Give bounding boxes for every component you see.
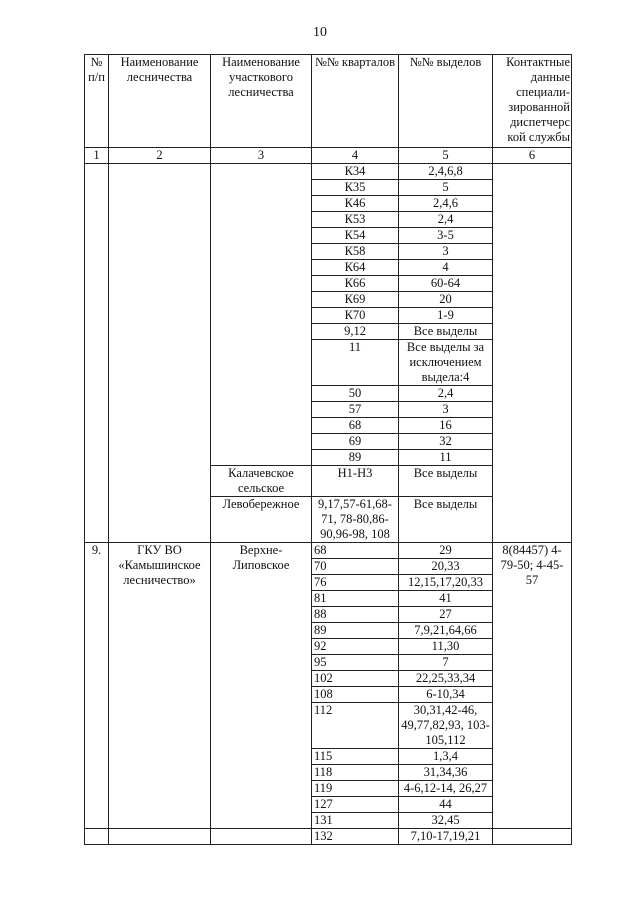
table-row <box>85 164 572 180</box>
quarter-cell: 50 <box>312 386 399 402</box>
quarter-cell: 57 <box>312 402 399 418</box>
district-cell <box>211 829 312 845</box>
col-number: 2 <box>109 148 211 164</box>
quarter-cell: 70 <box>312 559 399 575</box>
forestry-cell <box>109 829 211 845</box>
district-name: Верхне-Липовское <box>211 543 312 829</box>
quarter-cell: К54 <box>312 228 399 244</box>
header-plots: №№ выделов <box>399 55 493 148</box>
header-quarters: №№ кварталов <box>312 55 399 148</box>
plots-cell: 2,4 <box>399 386 493 402</box>
district-cell: Левобережное <box>211 497 312 543</box>
quarter-cell: 112 <box>312 703 399 749</box>
plots-cell: 32,45 <box>399 813 493 829</box>
plots-cell: Все выделы <box>399 324 493 340</box>
plots-cell: 2,4,6,8 <box>399 164 493 180</box>
header-district: Наименование участкового лесничества <box>211 55 312 148</box>
quarter-cell: 89 <box>312 623 399 639</box>
district-cell: Калачевское сельское <box>211 466 312 497</box>
quarter-cell: К58 <box>312 244 399 260</box>
table-row <box>85 829 572 845</box>
plots-cell: 1,3,4 <box>399 749 493 765</box>
col-number: 6 <box>493 148 572 164</box>
plots-cell: 4 <box>399 260 493 276</box>
header-row <box>85 55 572 148</box>
header-contacts: Контактные данные специали-зированной диспетчерс кой службы <box>493 55 572 148</box>
plots-cell: 12,15,17,20,33 <box>399 575 493 591</box>
plots-cell: 2,4,6 <box>399 196 493 212</box>
quarter-cell: 95 <box>312 655 399 671</box>
quarter-cell: К53 <box>312 212 399 228</box>
forestry-table <box>84 54 572 845</box>
plots-cell: 41 <box>399 591 493 607</box>
quarter-cell: 76 <box>312 575 399 591</box>
plots-cell: 5 <box>399 180 493 196</box>
quarter-cell: К69 <box>312 292 399 308</box>
header-forestry: Наименование лесничества <box>109 55 211 148</box>
plots-cell: 7 <box>399 655 493 671</box>
col-number: 4 <box>312 148 399 164</box>
quarter-cell: К66 <box>312 276 399 292</box>
quarter-cell: 9,17,57-61,68-71, 78-80,86-90,96-98, 108 <box>312 497 399 543</box>
quarter-cell: К34 <box>312 164 399 180</box>
quarter-cell: 119 <box>312 781 399 797</box>
column-number-row <box>85 148 572 164</box>
plots-cell: 16 <box>399 418 493 434</box>
quarter-cell: 68 <box>312 543 399 559</box>
plots-cell: 7,10-17,19,21 <box>399 829 493 845</box>
plots-cell: 3 <box>399 402 493 418</box>
entry-number: 9. <box>85 543 109 829</box>
quarter-cell: К35 <box>312 180 399 196</box>
table-row <box>85 543 572 559</box>
plots-cell: 27 <box>399 607 493 623</box>
plots-cell: 6-10,34 <box>399 687 493 703</box>
page-number: 10 <box>313 25 327 40</box>
num-cell <box>85 829 109 845</box>
quarter-cell: 131 <box>312 813 399 829</box>
plots-cell: 2,4 <box>399 212 493 228</box>
plots-cell: 1-9 <box>399 308 493 324</box>
quarter-cell: 118 <box>312 765 399 781</box>
col-number: 1 <box>85 148 109 164</box>
plots-cell: Все выделы <box>399 466 493 497</box>
plots-cell: 20 <box>399 292 493 308</box>
quarter-cell: К64 <box>312 260 399 276</box>
plots-cell: 11,30 <box>399 639 493 655</box>
forestry-cell <box>109 164 211 543</box>
quarter-cell: 9,12 <box>312 324 399 340</box>
quarter-cell: 68 <box>312 418 399 434</box>
plots-cell: 4-6,12-14, 26,27 <box>399 781 493 797</box>
district-cell <box>211 164 312 466</box>
quarter-cell: 115 <box>312 749 399 765</box>
quarter-cell: 69 <box>312 434 399 450</box>
plots-cell: 30,31,42-46, 49,77,82,93, 103-105,112 <box>399 703 493 749</box>
plots-cell: Все выделы <box>399 497 493 543</box>
table-body <box>85 164 572 845</box>
quarter-cell: К70 <box>312 308 399 324</box>
contacts-cell: 8(84457) 4-79-50; 4-45-57 <box>493 543 572 829</box>
quarter-cell: 92 <box>312 639 399 655</box>
header-num: № п/п <box>85 55 109 148</box>
quarter-cell: 132 <box>312 829 399 845</box>
quarter-cell: 102 <box>312 671 399 687</box>
plots-cell: 22,25,33,34 <box>399 671 493 687</box>
plots-cell: 32 <box>399 434 493 450</box>
col-number: 5 <box>399 148 493 164</box>
contacts-cell <box>493 829 572 845</box>
quarter-cell: 127 <box>312 797 399 813</box>
quarter-cell: 89 <box>312 450 399 466</box>
quarter-cell: 81 <box>312 591 399 607</box>
quarter-cell: Н1-Н3 <box>312 466 399 497</box>
quarter-cell: 11 <box>312 340 399 386</box>
plots-cell: 44 <box>399 797 493 813</box>
plots-cell: 11 <box>399 450 493 466</box>
plots-cell: 20,33 <box>399 559 493 575</box>
plots-cell: 31,34,36 <box>399 765 493 781</box>
plots-cell: 7,9,21,64,66 <box>399 623 493 639</box>
plots-cell: 3 <box>399 244 493 260</box>
plots-cell: 29 <box>399 543 493 559</box>
forestry-name: ГКУ ВО «Камышинское лесничество» <box>109 543 211 829</box>
quarter-cell: 88 <box>312 607 399 623</box>
plots-cell: 3-5 <box>399 228 493 244</box>
num-cell <box>85 164 109 543</box>
plots-cell: 60-64 <box>399 276 493 292</box>
plots-cell: Все выделы за исключением выдела:4 <box>399 340 493 386</box>
contacts-cell <box>493 164 572 543</box>
col-number: 3 <box>211 148 312 164</box>
quarter-cell: 108 <box>312 687 399 703</box>
quarter-cell: К46 <box>312 196 399 212</box>
